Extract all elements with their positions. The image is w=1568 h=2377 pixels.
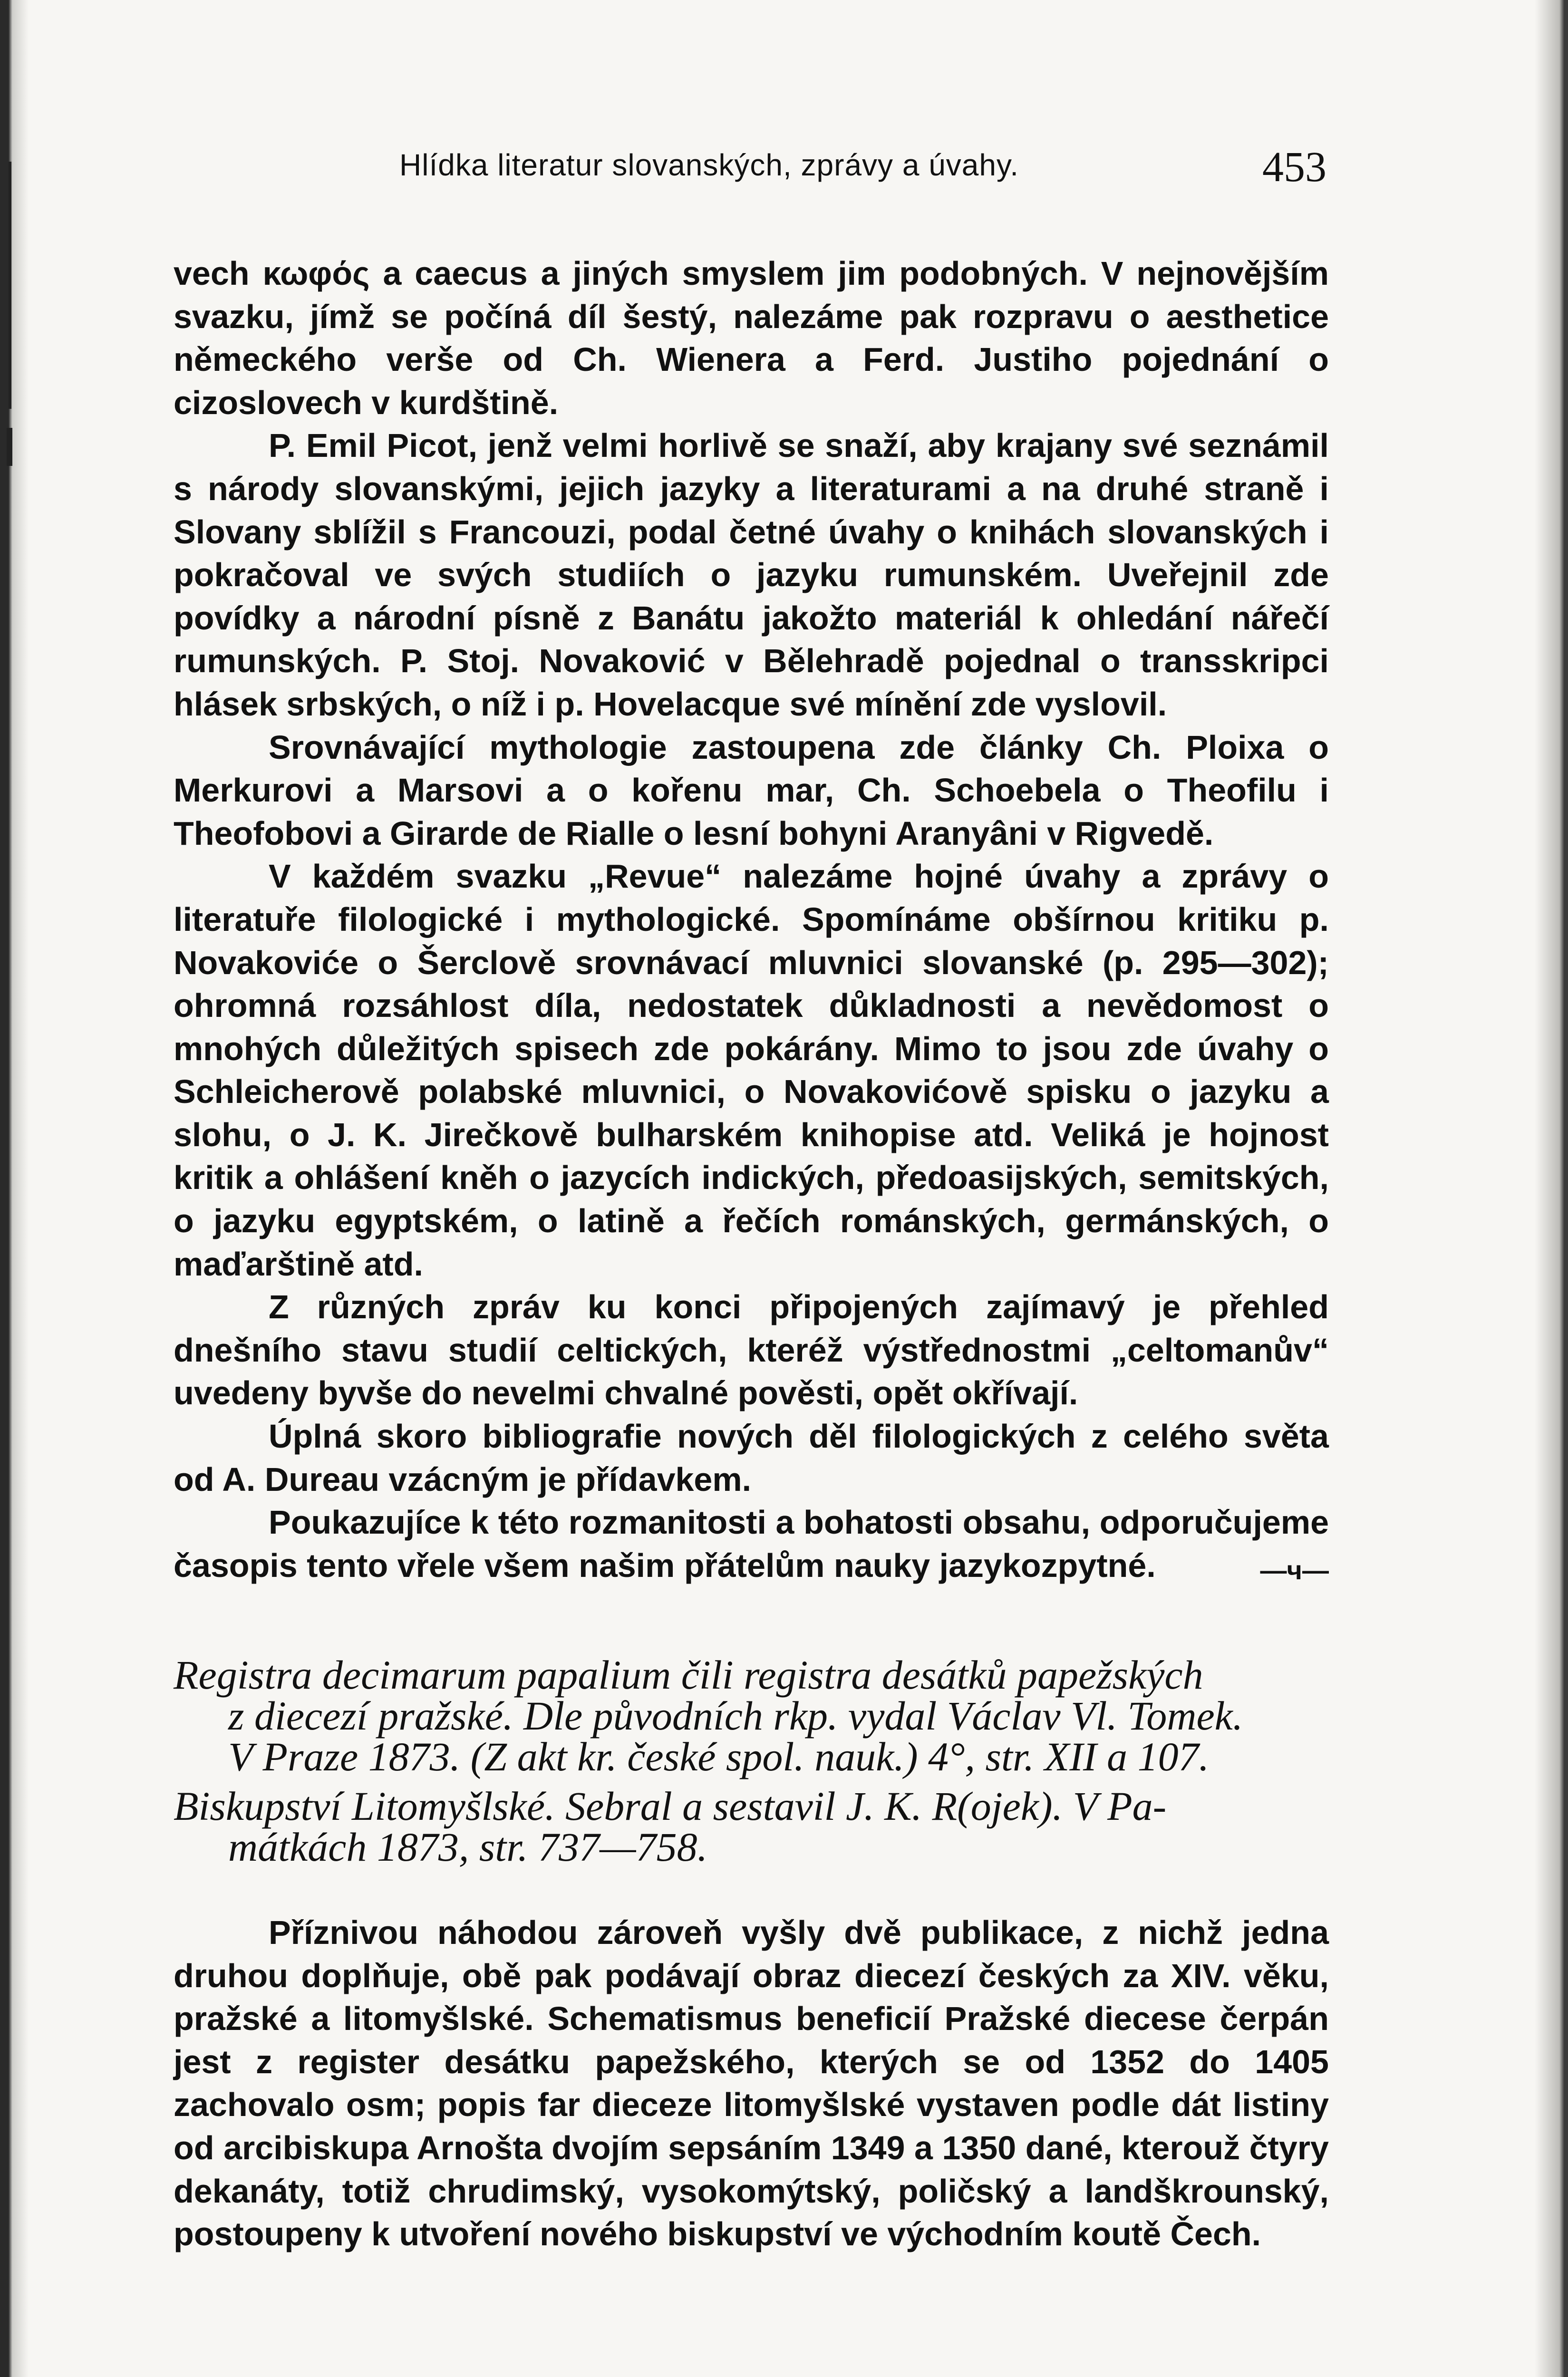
binding-mark — [9, 162, 11, 409]
binding-mark — [7, 428, 12, 466]
author-signature: —ч— — [1260, 1555, 1329, 1585]
article-body — [174, 252, 1329, 1587]
right-page-edge — [1535, 0, 1568, 2377]
citation-entry — [174, 1654, 1329, 1777]
paragraph: Úplná skoro bibliografie nových děl filologických z celého světa od A. Dureau vzácným je přídavkem. — [174, 1418, 1329, 1498]
left-page-edge — [0, 0, 29, 2377]
paragraph: Srovnávající mythologie zastoupena zde články Ch. Ploixa o Merkurovi a Marsovi a o kořenu mar, Ch. Schoebela o Theofilu i Theofobovi a Girarde de Rialle o lesní bohyni Aranyâni v Rigvedě. — [174, 728, 1329, 852]
review-body — [174, 1911, 1329, 2256]
citation-line: mátkách 1873, str. 737—758. — [228, 1824, 708, 1870]
paragraph: Z různých zpráv ku konci připojených zajímavý je přehled dnešního stavu studií celtických, kteréž výstřednostmi „celtomanův“ uvedeny byvše do nevelmi chvalné pověsti, opět okřívají. — [174, 1288, 1329, 1412]
paragraph: Poukazujíce k této rozmanitosti a bohatosti obsahu, odporučujeme časopis tento vřele všem našim přátelům nauky jazykozpytné. — [174, 1504, 1329, 1584]
citation-line: V Praze 1873. (Z akt kr. české spol. nauk.) 4°, str. XII a 107. — [228, 1734, 1210, 1779]
citation-entry — [174, 1783, 1329, 1870]
page-number: 453 — [1262, 144, 1326, 191]
paragraph: P. Emil Picot, jenž velmi horlivě se snaží, aby krajany své seznámil s národy slovanskými, jejich jazyky a literaturami a na druhé straně i Slovany sblížil s Francouzi, podal četné úvahy o knihách slovanských i pokračoval ve svých studiích o jazyku rumunském. Uveřejnil zde povídky a národní písně z Banátu jakožto materiál k ohledání nářečí rumunských. P. Stoj. Novaković v Bělehradě pojednal o transskripci hlásek srbských, o níž i p. Hovelacque své mínění zde vyslovil. — [174, 427, 1329, 723]
paragraph: vech κωφός a caecus a jiných smyslem jim podobných. V nejnovějším svazku, jímž se počíná díl šestý, nalezáme pak rozpravu o aesthetice německého verše od Ch. Wienera a Ferd. Justiho pojednání o cizoslovech v kurdštině. — [174, 255, 1329, 421]
running-head: Hlídka literatur slovanských, zprávy a úvahy. — [399, 148, 1019, 182]
bibliographic-citations — [174, 1652, 1329, 1870]
citation-line: Biskupství Litomyšlské. Sebral a sestavil J. K. R(ojek). V Pa- — [174, 1783, 1167, 1829]
paragraph: V každém svazku „Revue“ nalezáme hojné úvahy a zprávy o literatuře filologické i mythologické. Spomínáme obšírnou kritiku p. Novakoviće o Šerclově srovnávací mluvnici slovanské (p. 295—302); ohromná rozsáhlost díla, nedostatek důkladnosti a nevědomost o mnohých důležitých spisech zde pokárány. Mimo to jsou zde úvahy o Schleicherově polabské mluvnici, o Novakovićově spisku o jazyku a slohu, o J. K. Jirečkově bulharském knihopise atd. Veliká je hojnost kritik a ohlášení kněh o jazycích indických, předoasijských, semitských, o jazyku egyptském, o latině a řečích románských, germánských, o maďarštině atd. — [174, 858, 1329, 1283]
page-header — [399, 143, 1326, 195]
citation-line: z diecezí pražské. Dle původních rkp. vydal Václav Vl. Tomek. — [228, 1693, 1243, 1739]
citation-line: Registra decimarum papalium čili registra desátků papežských — [174, 1652, 1203, 1698]
paragraph: Příznivou náhodou zároveň vyšly dvě publikace, z nichž jedna druhou doplňuje, obě pak podávají obraz diecezí českých za XIV. věku, pražské a litomyšlské. Schematismus beneficií Pražské diecese čerpán jest z register desátku papežského, kterých se od 1352 do 1405 zachovalo osm; popis far dieceze litomyšlské vystaven podle dát listiny od arcibiskupa Arnošta dvojím sepsáním 1349 a 1350 dané, kterouž čtyry dekanáty, totiž chrudimský, vysokomýtský, poličský a landškrounský, postoupeny k utvoření nového biskupství ve východním koutě Čech. — [174, 1914, 1329, 2253]
